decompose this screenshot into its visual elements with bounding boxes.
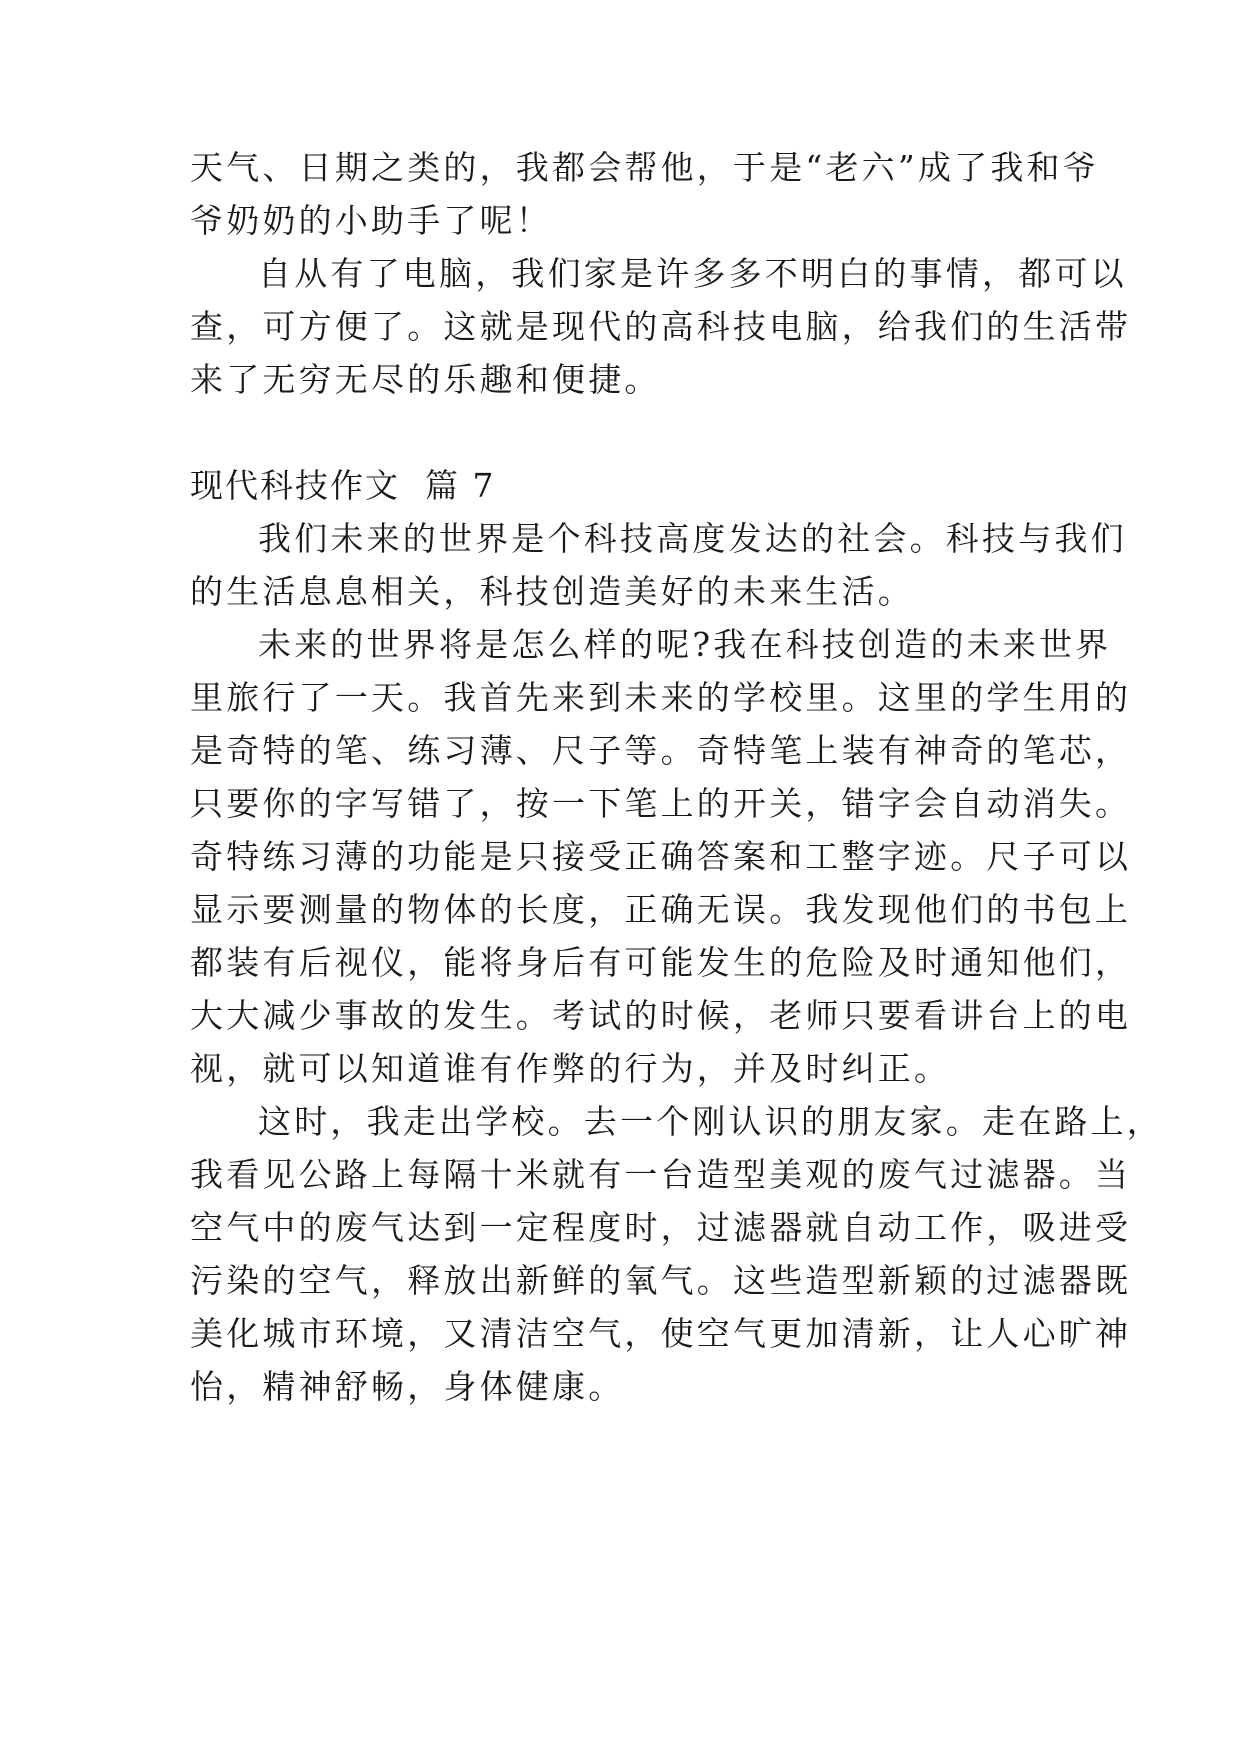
text-line: 查，可方便了。这就是现代的高科技电脑，给我们的生活带 bbox=[190, 307, 1132, 346]
text-line: 的生活息息相关，科技创造美好的未来生活。 bbox=[190, 572, 914, 611]
text-line: 空气中的废气达到一定程度时，过滤器就自动工作，吸进受 bbox=[190, 1208, 1132, 1247]
text-line: 奇特练习薄的功能是只接受正确答案和工整字迹。尺子可以 bbox=[190, 837, 1132, 876]
text-line: 视，就可以知道谁有作弊的行为，并及时纠正。 bbox=[190, 1049, 951, 1088]
text-line: 里旅行了一天。我首先来到未来的学校里。这里的学生用的 bbox=[190, 678, 1132, 717]
text-line: 我们未来的世界是个科技高度发达的社会。科技与我们 bbox=[258, 519, 1127, 558]
text-line: 污染的空气，释放出新鲜的氧气。这些造型新颖的过滤器既 bbox=[190, 1261, 1132, 1300]
text-line: 怡，精神舒畅，身体健康。 bbox=[190, 1367, 625, 1406]
text-line: 大大减少事故的发生。考试的时候，老师只要看讲台上的电 bbox=[190, 996, 1132, 1035]
text-line: 都装有后视仪，能将身后有可能发生的危险及时通知他们， bbox=[190, 943, 1132, 982]
section-heading: 现代科技作文 篇 7 bbox=[190, 466, 496, 505]
text-line: 这时，我走出学校。去一个刚认识的朋友家。走在路上， bbox=[258, 1102, 1163, 1141]
text-line: 天气、日期之类的，我都会帮他，于是“老六”成了我和爷 bbox=[190, 148, 1099, 187]
text-line: 未来的世界将是怎么样的呢?我在科技创造的未来世界 bbox=[258, 625, 1112, 664]
text-line: 是奇特的笔、练习薄、尺子等。奇特笔上装有神奇的笔芯， bbox=[190, 731, 1132, 770]
text-line: 来了无穷无尽的乐趣和便捷。 bbox=[190, 360, 661, 399]
text-line: 自从有了电脑，我们家是许多多不明白的事情，都可以 bbox=[258, 254, 1127, 293]
text-line: 只要你的字写错了，按一下笔上的开关，错字会自动消失。 bbox=[190, 784, 1132, 823]
text-line: 显示要测量的物体的长度，正确无误。我发现他们的书包上 bbox=[190, 890, 1132, 929]
text-line: 我看见公路上每隔十米就有一台造型美观的废气过滤器。当 bbox=[190, 1155, 1132, 1194]
text-line: 爷奶奶的小助手了呢！ bbox=[190, 201, 552, 240]
text-line: 美化城市环境，又清洁空气，使空气更加清新，让人心旷神 bbox=[190, 1314, 1132, 1353]
